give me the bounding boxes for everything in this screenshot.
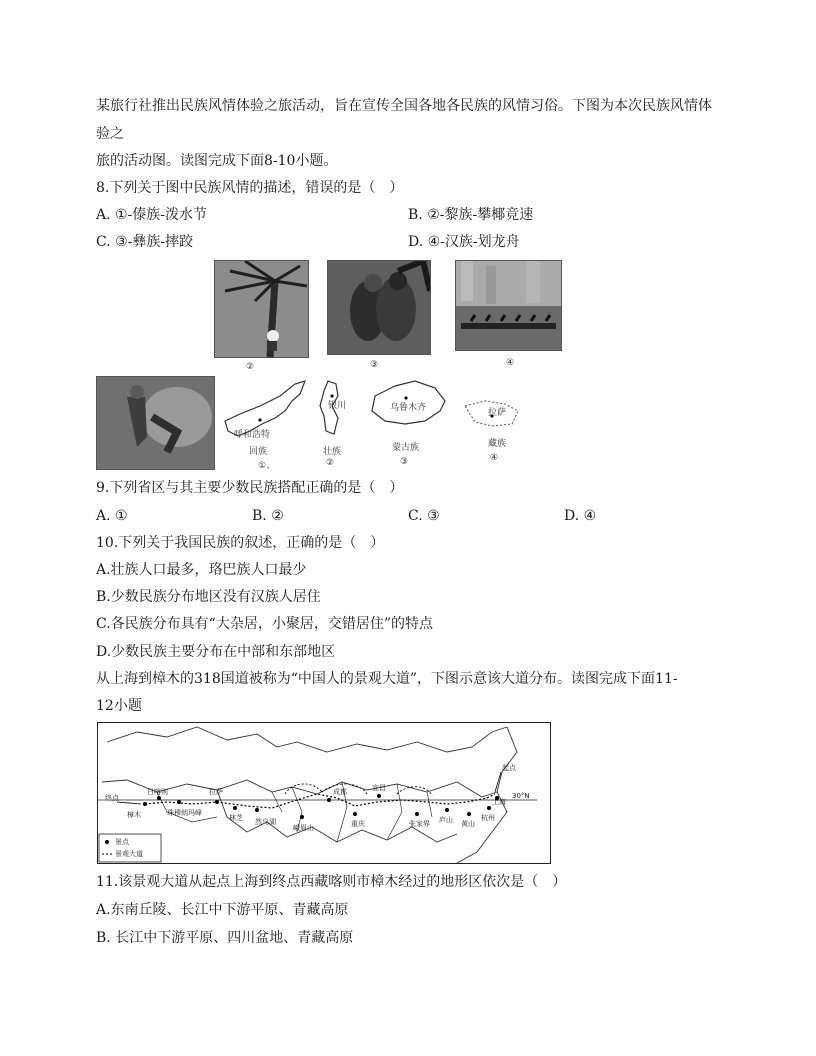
map-place-emei: 峨眉山 xyxy=(293,824,314,832)
dragon-boat-icon xyxy=(456,261,561,350)
intro-line-2: 验之 xyxy=(96,126,124,142)
map-4-city: 拉萨 xyxy=(488,408,507,418)
map-place-linzhi: 林芝 xyxy=(229,814,243,822)
palm-tree-icon xyxy=(215,261,308,357)
map-place-huangshan: 黄山 xyxy=(461,820,475,828)
question-8-option-d: D. ④-汉族-划龙舟 xyxy=(408,234,520,250)
map-place-zhangjiajie: 张家界 xyxy=(409,820,430,828)
photo-label-4: ④ xyxy=(506,358,515,368)
photo-wrestling xyxy=(327,260,431,355)
map-place-zhangmu: 樟木 xyxy=(127,811,141,819)
map-2-city: 银川 xyxy=(328,401,347,411)
map-1-number: ①、 xyxy=(258,461,276,471)
map-3-ethnic: 蒙古族 xyxy=(392,443,420,453)
map-place-hangzhou: 杭州 xyxy=(481,814,495,822)
map-2-ethnic: 壮族 xyxy=(323,447,342,457)
question-10-option-b: B.少数民族分布地区没有汉族人居住 xyxy=(96,589,321,605)
map-3-number: ③ xyxy=(400,457,409,467)
question-9-stem: 9.下列省区与其主要少数民族搭配正确的是（ ） xyxy=(96,480,404,496)
photo-water-festival xyxy=(96,376,215,470)
legend-scenic-spot: 景点 xyxy=(115,838,129,846)
question-8-option-b: B. ②-黎族-攀椰竞速 xyxy=(408,207,534,223)
route-318-map xyxy=(97,722,551,864)
map-start-label: 起点 xyxy=(502,764,516,772)
question-9-option-d: D. ④ xyxy=(564,508,597,524)
question-11-option-a: A.东南丘陵、长江中下游平原、青藏高原 xyxy=(96,902,349,918)
photo-label-3: ③ xyxy=(370,360,379,370)
map-latitude-label: 30°N xyxy=(512,792,530,800)
question-10-option-c: C.各民族分布具有“大杂居，小聚居，交错居住”的特点 xyxy=(96,616,433,632)
map-2-number: ② xyxy=(326,458,335,468)
question-10-option-a: A.壮族人口最多，珞巴族人口最少 xyxy=(96,562,307,578)
question-9-option-c: C. ③ xyxy=(408,508,440,524)
map-place-lhasa: 拉萨 xyxy=(209,788,223,796)
intro-line-3: 旅的活动图。读图完成下面8-10小题。 xyxy=(96,153,338,169)
question-9-option-b: B. ② xyxy=(252,508,284,524)
question-8-option-c: C. ③-彝族-摔跤 xyxy=(96,234,194,250)
intro2-line-2: 12小题 xyxy=(96,698,142,714)
photo-label-2: ② xyxy=(246,362,255,372)
water-splashing-icon xyxy=(97,377,214,469)
legend-scenic-road: 景观大道 xyxy=(115,850,143,858)
photo-coconut-climbing xyxy=(214,260,309,358)
wrestlers-icon xyxy=(328,261,430,354)
map-place-ranwu: 然乌湖 xyxy=(255,818,276,826)
question-11-stem: 11.该景观大道从起点上海到终点西藏喀则市樟木经过的地形区依次是（ ） xyxy=(96,874,567,890)
map-place-everest: 珠穆朗玛峰 xyxy=(167,809,202,817)
photo-dragon-boat xyxy=(455,260,562,351)
map-place-lushan: 庐山 xyxy=(439,816,453,824)
question-11-option-b: B. 长江中下游平原、四川盆地、青藏高原 xyxy=(96,930,354,946)
map-3-city: 乌鲁木齐 xyxy=(390,403,427,413)
question-8-stem: 8.下列关于图中民族风情的描述，错误的是（ ） xyxy=(96,180,404,196)
map-place-chongqing: 重庆 xyxy=(351,820,365,828)
question-8-option-a: A. ①-傣族-泼水节 xyxy=(96,207,208,223)
question-9-option-a: A. ① xyxy=(96,508,128,524)
map-place-yichang: 宜昌 xyxy=(372,784,386,792)
question-10-option-d: D.少数民族主要分布在中部和东部地区 xyxy=(96,644,336,660)
question-10-stem: 10.下列关于我国民族的叙述，正确的是（ ） xyxy=(96,535,385,551)
map-end-label: 终点 xyxy=(105,794,119,802)
map-1-ethnic: 回族 xyxy=(249,447,268,457)
intro-line-1: 某旅行社推出民族风情体验之旅活动，旨在宣传全国各地各民族的风情习俗。下图为本次民族风情体 xyxy=(96,98,712,114)
map-place-chengdu: 成都 xyxy=(333,788,347,796)
map-place-rikaze: 日喀则 xyxy=(147,788,168,796)
map-4-ethnic: 藏族 xyxy=(488,439,507,449)
intro2-line-1: 从上海到樟木的318国道被称为“中国人的景观大道”，下图示意该大道分布。读图完成下面11- xyxy=(96,671,678,687)
map-place-shanghai: 上海 xyxy=(492,798,506,806)
map-4-number: ④ xyxy=(490,453,499,463)
map-1-city: 呼和浩特 xyxy=(234,430,271,440)
